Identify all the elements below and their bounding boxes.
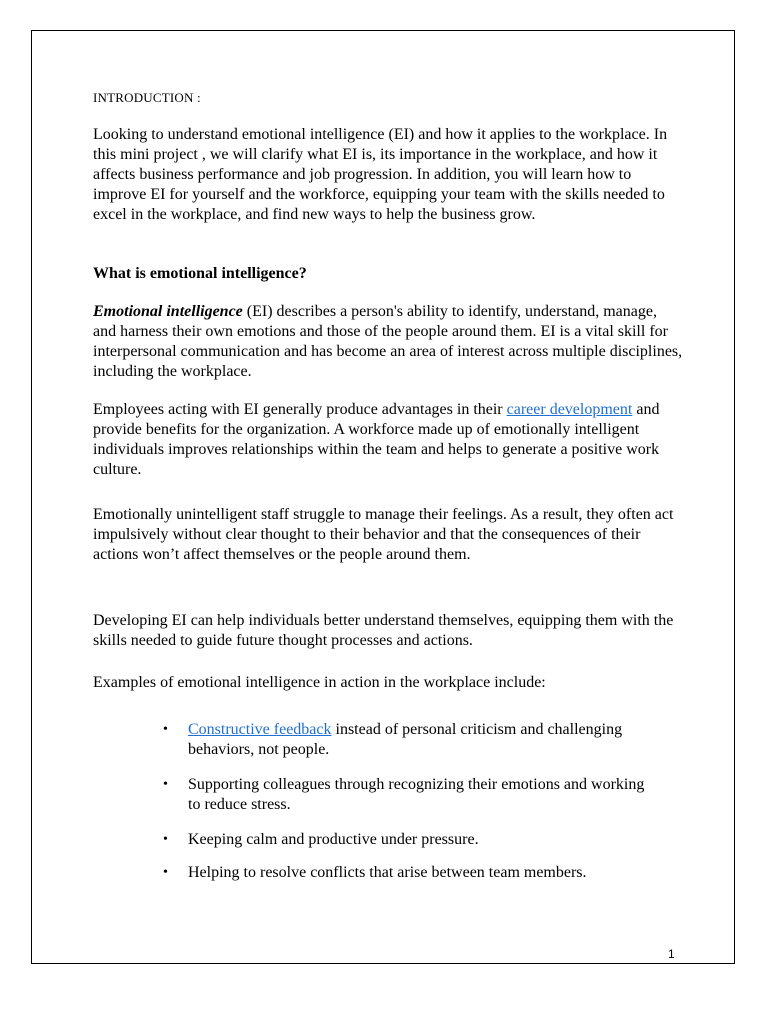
constructive-feedback-link[interactable]: Constructive feedback xyxy=(188,721,332,738)
definition-term: Emotional intelligence xyxy=(93,303,243,320)
unintelligent-paragraph: Emotionally unintelligent staff struggle to manage their feelings. As a result, they often act impulsively without clear thought to their behavior and that the consequences of their actions won’t affect themselves or the people around them. xyxy=(93,506,674,563)
bullet-icon: • xyxy=(163,777,168,792)
intro-heading: INTRODUCTION : xyxy=(93,90,201,105)
list-item xyxy=(163,830,658,850)
definition-paragraph xyxy=(93,302,683,382)
list-item-text: instead of personal criticism and challenging behaviors, not people. xyxy=(188,721,623,758)
benefits-text-before: Employees acting with EI generally produce advantages in their xyxy=(93,401,507,418)
list-item xyxy=(163,863,658,883)
page-number: 1 xyxy=(668,947,675,961)
definition-text: (EI) describes a person's ability to identify, understand, manage, and harness their own emotions and those of the people around them. EI is a vital skill for interpersonal communication and has become an area of interest across multiple disciplines, including the workplace. xyxy=(93,303,683,380)
bullet-icon: • xyxy=(163,832,168,847)
benefits-text-after: and provide benefits for the organization. A workforce made up of emotionally intelligent individuals improves relationships within the team and helps to generate a positive work culture. xyxy=(93,401,660,478)
list-item-text: Keeping calm and productive under pressure. xyxy=(188,831,479,848)
list-item-text: Supporting colleagues through recognizing their emotions and working to reduce stress. xyxy=(188,776,645,813)
career-development-link[interactable]: career development xyxy=(506,401,633,418)
list-item xyxy=(163,720,658,760)
list-item xyxy=(163,775,658,815)
intro-paragraph: Looking to understand emotional intelligence (EI) and how it applies to the workplace. In this mini project , we will clarify what EI is, its importance in the workplace, and how it affects business performance and job progression. In addition, you will learn how to improve EI for yourself and the workforce, equipping your team with the skills needed to excel in the workplace, and find new ways to help the business grow. xyxy=(93,126,668,223)
examples-intro: Examples of emotional intelligence in action in the workplace include: xyxy=(93,674,546,691)
bullet-icon: • xyxy=(163,865,168,880)
developing-paragraph: Developing EI can help individuals better understand themselves, equipping them with the skills needed to guide future thought processes and actions. xyxy=(93,612,674,649)
bullet-icon: • xyxy=(163,722,168,737)
benefits-paragraph xyxy=(93,400,683,480)
list-item-text: Helping to resolve conflicts that arise between team members. xyxy=(188,864,587,881)
section-heading: What is emotional intelligence? xyxy=(93,265,307,282)
